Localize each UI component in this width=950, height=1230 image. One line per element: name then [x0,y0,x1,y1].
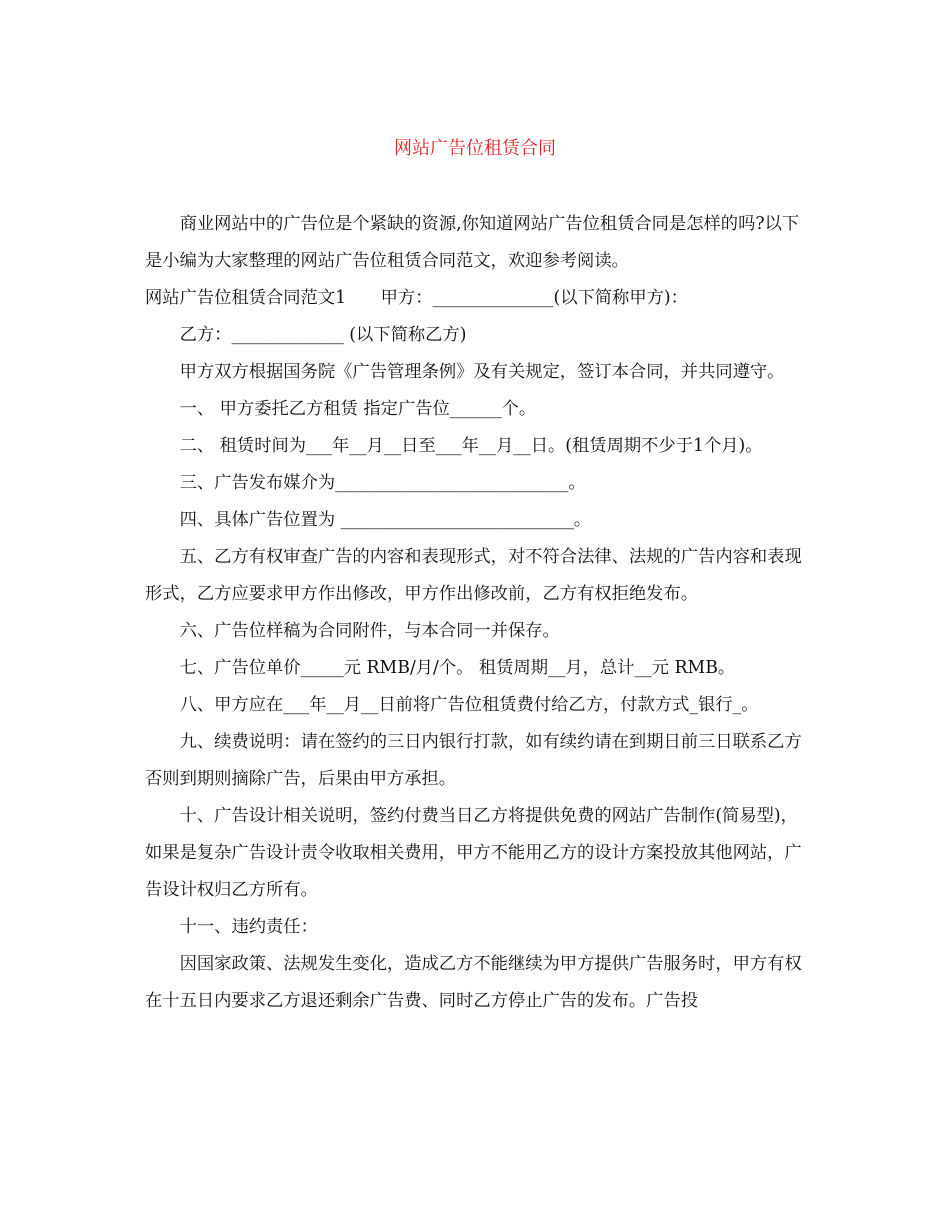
clause-11-text: 因国家政策、法规发生变化，造成乙方不能继续为甲方提供广告服务时，甲方有权在十五日内要求乙方退还剩余广告费、同时乙方停止广告的发布。广告投 [145,954,802,1011]
clause-7: 七、广告位单价_____元 RMB/月/个。 租赁周期__月，总计__元 RMB。 [179,658,736,678]
document-title: 网站广告位租赁合同 [394,138,556,159]
clause-9: 九、续费说明：请在签约的三日内银行打款，如有续约请在到期日前三日联系乙方否则到期则摘除广告，后果由甲方承担。 [145,732,802,789]
paragraph-party-b: 乙方：_____________ (以下简称乙方) [179,325,467,345]
clause-5: 五、乙方有权审查广告的内容和表现形式，对不符合法律、法规的广告内容和表现形式，乙方应要求甲方作出修改，甲方作出修改前，乙方有权拒绝发布。 [145,547,802,604]
document-body [145,206,805,1020]
paragraph-agreement: 甲方双方根据国务院《广告管理条例》及有关规定，签订本合同，并共同遵守。 [179,362,785,382]
clause-8: 八、甲方应在___年__月__日前将广告位租赁费付给乙方，付款方式_银行_。 [179,695,759,715]
clause-4: 四、具体广告位置为 ___________________________。 [179,510,592,530]
clause-6: 六、广告位样稿为合同附件，与本合同一并保存。 [179,621,560,641]
paragraph-contract-heading-party-a: 网站广告位租赁合同范文1 甲方：______________(以下简称甲方)： [145,288,688,308]
clause-10: 十、广告设计相关说明，签约付费当日乙方将提供免费的网站广告制作(简易型)，如果是复杂广告设计责令收取相关费用，甲方不能用乙方的设计方案投放其他网站，广告设计权归乙方所有。 [145,806,802,900]
clause-1: 一、 甲方委托乙方租赁 指定广告位______个。 [179,399,537,419]
paragraph-intro: 商业网站中的广告位是个紧缺的资源,你知道网站广告位租赁合同是怎样的吗?以下是小编为大家整理的网站广告位租赁合同范文，欢迎参考阅读。 [145,214,800,271]
clause-2: 二、 租赁时间为___年__月__日至___年__月__日。(租赁周期不少于1个月)。 [179,436,763,456]
clause-11-heading: 十一、违约责任： [179,917,318,937]
clause-3: 三、广告发布媒介为___________________________。 [179,473,586,493]
